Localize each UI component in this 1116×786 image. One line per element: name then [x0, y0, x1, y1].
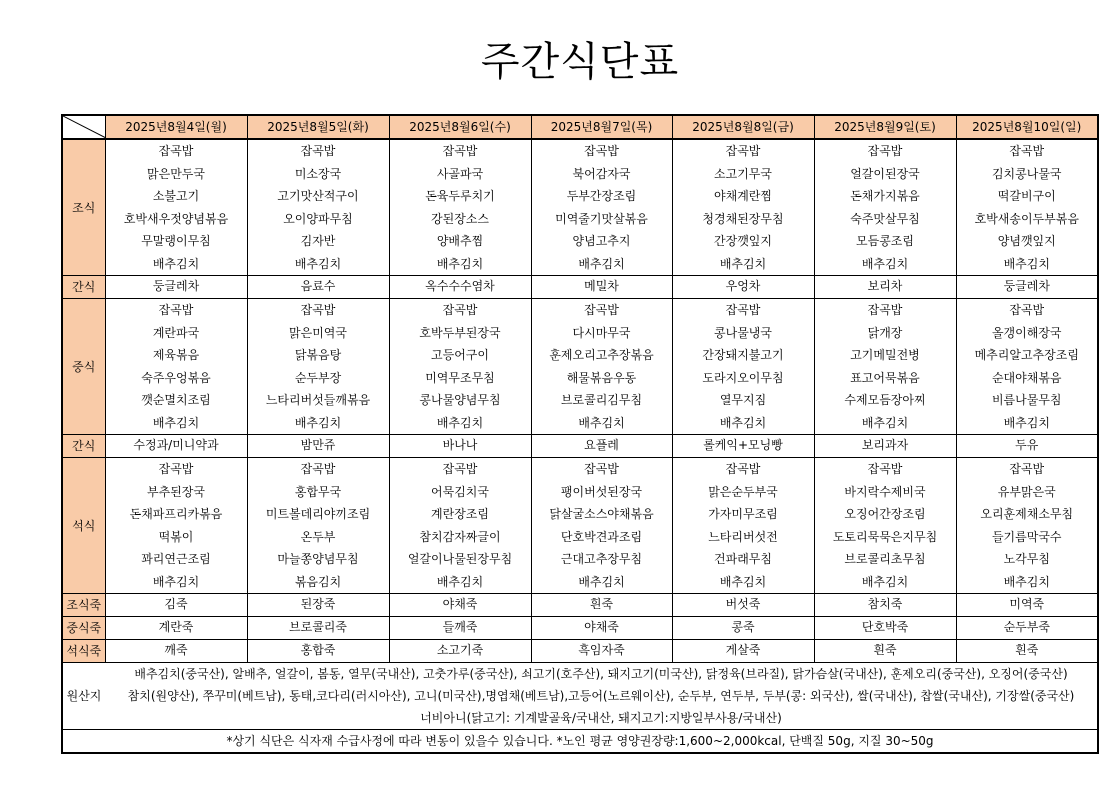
menu-item: 배추김치	[861, 415, 909, 430]
menu-item: 콩죽	[731, 620, 755, 634]
menu-item: 수제모듬장아찌	[844, 393, 926, 407]
menu-item: 잡곡밥	[158, 462, 194, 476]
menu-cell	[247, 594, 389, 617]
origin-line: 배추김치(중국산), 알배추, 얼갈이, 봄동, 열무(국내산), 고춧가루(중국산), 쇠고기(호주산), 돼지고기(미국산), 닭정육(브라질), 닭가슴살(국내산), 훈제오리(중국산), 오징어(중국산)	[134, 667, 1068, 681]
menu-item: 홍합죽	[300, 643, 336, 657]
menu-item: 밤만쥬	[300, 438, 336, 452]
menu-item: 들기름막국수	[991, 529, 1062, 544]
menu-item: 미역무조무침	[425, 370, 495, 385]
meal-label: 중식죽	[62, 617, 105, 640]
menu-item: 잡곡밥	[300, 144, 336, 158]
menu-cell	[247, 640, 389, 663]
menu-item: 비름나물무침	[991, 393, 1062, 407]
menu-cell	[956, 299, 1098, 435]
menu-item: 배추김치	[436, 574, 484, 589]
menu-item: 브로콜리죽	[289, 620, 347, 634]
menu-item: 야채죽	[584, 620, 619, 634]
menu-item: 배추김치	[294, 415, 342, 430]
menu-item: 떡갈비구이	[997, 189, 1056, 203]
menu-cell	[814, 617, 956, 640]
menu-item: 미소장국	[294, 166, 342, 181]
menu-cell	[814, 276, 956, 299]
menu-item: 양념깻잎지	[997, 234, 1056, 248]
menu-item: 버섯죽	[725, 597, 761, 611]
menu-cell	[814, 640, 956, 663]
menu-cell	[105, 435, 247, 458]
menu-item: 배추김치	[578, 574, 625, 589]
menu-cell	[247, 276, 389, 299]
meal-label: 석식	[62, 458, 105, 594]
menu-item: 배추김치	[436, 415, 484, 430]
menu-item: 배추김치	[152, 574, 200, 589]
menu-item: 두유	[1015, 438, 1039, 452]
menu-cell	[814, 458, 956, 594]
menu-item: 흰죽	[1015, 643, 1039, 657]
menu-item: 소고기무국	[714, 166, 772, 181]
menu-item: 단호박죽	[861, 620, 909, 634]
menu-item: 느타리버섯전	[708, 529, 778, 544]
menu-item: 미트볼데리야끼조림	[265, 507, 371, 521]
menu-item: 마늘쫑양념무침	[277, 552, 359, 566]
menu-item: 순두부죽	[1003, 620, 1050, 634]
menu-item: 브로콜리김무침	[560, 393, 643, 407]
menu-item: 양념고추지	[572, 234, 631, 248]
menu-item: 브로콜리초무침	[844, 552, 926, 566]
menu-cell	[531, 594, 672, 617]
menu-item: 훈제오리고추장볶음	[549, 348, 654, 362]
menu-cell	[389, 594, 531, 617]
weekly-menu-table	[61, 114, 1099, 754]
menu-cell	[956, 139, 1098, 276]
menu-item: 두부간장조림	[566, 189, 637, 203]
day-header: 2025년8월8일(금)	[672, 115, 814, 139]
menu-item: 배추김치	[152, 256, 200, 271]
menu-item: 부추된장국	[147, 484, 205, 499]
menu-item: 소불고기	[152, 189, 200, 203]
menu-item: 깨죽	[164, 643, 188, 657]
menu-item: 배추김치	[1003, 415, 1050, 430]
menu-cell	[389, 617, 531, 640]
menu-cell	[531, 640, 672, 663]
menu-cell	[672, 640, 814, 663]
menu-item: 잡곡밥	[442, 462, 478, 476]
meal-label: 석식죽	[62, 640, 105, 663]
page-title: 주간식단표	[480, 39, 680, 85]
menu-item: 맑은순두부국	[708, 484, 778, 499]
menu-item: 배추김치	[719, 574, 767, 589]
menu-item: 김자반	[300, 234, 336, 248]
menu-cell	[672, 458, 814, 594]
menu-cell	[531, 435, 672, 458]
menu-item: 고등어구이	[431, 348, 489, 362]
menu-item: 숙주우엉볶음	[141, 370, 211, 385]
menu-cell	[956, 435, 1098, 458]
menu-item: 흰죽	[589, 597, 614, 611]
menu-item: 표고어묵볶음	[850, 370, 920, 385]
menu-item: 계란장조림	[431, 507, 489, 521]
menu-item: 된장죽	[300, 597, 336, 611]
menu-cell	[247, 299, 389, 435]
diagonal-line	[63, 116, 105, 138]
menu-item: 잡곡밥	[300, 462, 336, 476]
day-header: 2025년8월7일(목)	[531, 115, 672, 139]
menu-item: 오징어간장조림	[844, 507, 926, 521]
menu-cell	[956, 276, 1098, 299]
menu-item: 얼갈이된장국	[850, 166, 920, 181]
meal-label: 간식	[62, 435, 105, 458]
menu-item: 북어감자국	[572, 166, 631, 181]
menu-cell	[672, 299, 814, 435]
menu-item: 옥수수수염차	[425, 279, 495, 293]
menu-item: 보리과자	[861, 438, 909, 452]
menu-item: 강된장소스	[431, 211, 489, 226]
menu-cell	[389, 139, 531, 276]
menu-item: 보리차	[867, 279, 903, 293]
menu-item: 잡곡밥	[1009, 144, 1045, 158]
menu-item: 배추김치	[1003, 574, 1050, 589]
menu-item: 오리훈제채소무침	[980, 507, 1074, 521]
menu-item: 깻순멸치조림	[141, 393, 211, 407]
menu-item: 간장깻잎지	[714, 234, 772, 248]
meal-label: 조식	[62, 139, 105, 276]
menu-cell	[247, 435, 389, 458]
menu-cell	[956, 594, 1098, 617]
menu-item: 해물볶음우동	[566, 370, 637, 385]
menu-item: 돈육두루치기	[425, 189, 495, 203]
menu-item: 유부맑은국	[997, 484, 1056, 499]
day-header: 2025년8월9일(토)	[814, 115, 956, 139]
menu-cell	[105, 299, 247, 435]
menu-item: 잡곡밥	[1009, 462, 1045, 476]
menu-item: 온두부	[300, 529, 336, 544]
menu-item: 배추김치	[719, 415, 767, 430]
menu-item: 잡곡밥	[158, 144, 194, 158]
menu-item: 모듬콩조림	[856, 234, 914, 248]
menu-item: 떡볶이	[158, 529, 194, 544]
menu-cell	[105, 640, 247, 663]
menu-item: 도라지오이무침	[702, 370, 784, 385]
menu-item: 야채계란찜	[714, 189, 772, 203]
menu-item: 청경채된장무침	[702, 211, 784, 226]
menu-cell	[105, 594, 247, 617]
menu-item: 사골파국	[436, 166, 484, 181]
menu-item: 김죽	[164, 597, 188, 611]
menu-item: 메밀차	[584, 279, 619, 293]
menu-item: 요플레	[584, 438, 619, 452]
meal-label: 중식	[62, 299, 105, 435]
menu-item: 호박두부된장국	[419, 325, 501, 340]
menu-item: 콩나물양념무침	[419, 393, 501, 407]
menu-cell	[672, 435, 814, 458]
menu-item: 순대야채볶음	[991, 370, 1062, 385]
menu-cell	[105, 139, 247, 276]
menu-item: 계란파국	[152, 325, 200, 340]
menu-item: 계란죽	[158, 620, 194, 634]
menu-item: 잡곡밥	[867, 144, 903, 158]
menu-cell	[672, 594, 814, 617]
menu-cell	[247, 617, 389, 640]
menu-cell	[389, 640, 531, 663]
menu-cell	[814, 139, 956, 276]
menu-item: 김치콩나물국	[991, 166, 1062, 181]
menu-cell	[531, 299, 672, 435]
menu-cell	[389, 299, 531, 435]
meal-label: 간식	[62, 276, 105, 299]
menu-item: 얼갈이나물된장무침	[407, 552, 513, 566]
menu-item: 느타리버섯들깨볶음	[265, 393, 371, 407]
menu-item: 단호박견과조림	[560, 529, 643, 544]
menu-item: 무말랭이무침	[141, 234, 211, 248]
meal-label: 조식죽	[62, 594, 105, 617]
menu-cell	[247, 458, 389, 594]
menu-item: 배추김치	[861, 574, 909, 589]
menu-item: 돈채파프리카볶음	[129, 507, 223, 521]
menu-item: 올갱이해장국	[991, 325, 1062, 340]
origin-line: 너비아니(닭고기: 기계발골육/국내산, 돼지고기:지방일부사용/국내산)	[420, 711, 782, 725]
menu-item: 다시마무국	[572, 325, 631, 340]
menu-item: 닭볶음탕	[294, 348, 342, 362]
menu-item: 홍합무국	[294, 484, 342, 499]
menu-item: 닭개장	[867, 325, 903, 340]
corner-cell	[62, 115, 105, 139]
menu-item: 소고기죽	[436, 643, 484, 657]
menu-item: 잡곡밥	[725, 462, 761, 476]
menu-cell	[389, 435, 531, 458]
menu-cell	[389, 458, 531, 594]
menu-cell	[814, 435, 956, 458]
menu-item: 참치감자짜글이	[419, 529, 501, 544]
menu-item: 배추김치	[436, 256, 484, 271]
menu-cell	[672, 276, 814, 299]
menu-item: 배추김치	[578, 415, 625, 430]
menu-cell	[531, 458, 672, 594]
menu-cell	[672, 139, 814, 276]
menu-item: 야채죽	[442, 597, 478, 611]
menu-item: 양배추찜	[436, 234, 484, 248]
menu-item: 흰죽	[873, 643, 897, 657]
menu-item: 잡곡밥	[725, 303, 761, 317]
menu-item: 들깨죽	[442, 620, 478, 634]
menu-item: 둥글레차	[152, 279, 200, 293]
menu-item: 고기메밀전병	[850, 348, 920, 362]
menu-item: 롤케익+모닝빵	[703, 438, 783, 452]
menu-item: 잡곡밥	[300, 303, 336, 317]
menu-item: 잡곡밥	[867, 462, 903, 476]
menu-item: 팽이버섯된장국	[560, 484, 643, 499]
menu-item: 수정과/미니약과	[133, 438, 219, 452]
menu-cell	[956, 458, 1098, 594]
menu-cell	[389, 276, 531, 299]
menu-cell	[672, 617, 814, 640]
origin-text	[105, 663, 1098, 730]
menu-cell	[531, 139, 672, 276]
menu-item: 바나나	[442, 438, 478, 452]
menu-item: 호박새송이두부볶음	[974, 211, 1079, 226]
menu-item: 볶음김치	[294, 574, 342, 589]
menu-item: 음료수	[300, 279, 336, 293]
menu-item: 잡곡밥	[584, 462, 619, 476]
menu-item: 건파래무침	[714, 552, 772, 566]
menu-item: 미역줄기맛살볶음	[555, 211, 648, 226]
menu-item: 바지락수제비국	[844, 484, 926, 499]
menu-item: 잡곡밥	[584, 144, 619, 158]
origin-line: 참치(원양산), 쭈꾸미(베트남), 동태,코다리(러시아산), 고니(미국산),명엽채(베트남),고등어(노르웨이산), 순두부, 연두부, 두부(콩: 외국산), 쌀(국내산), 찹쌀(국내산), 기장쌀(중국산)	[127, 689, 1075, 703]
day-header: 2025년8월4일(월)	[105, 115, 247, 139]
menu-item: 배추김치	[1003, 256, 1050, 271]
menu-item: 닭살굴소스야채볶음	[549, 507, 654, 521]
menu-item: 참치죽	[867, 597, 903, 611]
day-header: 2025년8월5일(화)	[247, 115, 389, 139]
menu-item: 근대고추장무침	[560, 552, 643, 566]
day-header: 2025년8월6일(수)	[389, 115, 531, 139]
menu-item: 순두부장	[294, 370, 342, 385]
menu-item: 배추김치	[294, 256, 342, 271]
menu-item: 열무지짐	[719, 393, 767, 407]
menu-item: 메추리알고추장조림	[974, 348, 1079, 362]
menu-item: 고기맛산적구이	[277, 189, 359, 203]
menu-cell	[105, 617, 247, 640]
menu-item: 잡곡밥	[867, 303, 903, 317]
menu-item: 간장돼지불고기	[702, 348, 784, 362]
menu-item: 잡곡밥	[584, 303, 619, 317]
menu-item: 맑은미역국	[289, 325, 347, 340]
menu-cell	[105, 458, 247, 594]
menu-item: 잡곡밥	[442, 303, 478, 317]
menu-item: 오이양파무침	[283, 211, 353, 226]
day-header: 2025년8월10일(일)	[956, 115, 1098, 139]
menu-cell	[531, 276, 672, 299]
menu-cell	[531, 617, 672, 640]
menu-cell	[956, 617, 1098, 640]
menu-item: 콩나물냉국	[714, 325, 772, 340]
menu-item: 잡곡밥	[1009, 303, 1045, 317]
footnote: *상기 식단은 식자재 수급사정에 따라 변동이 있을수 있습니다. *노인 평균 영양권장량:1,600~2,000kcal, 단백질 50g, 지질 30~50g	[62, 730, 1098, 754]
menu-item: 배추김치	[152, 415, 200, 430]
menu-item: 배추김치	[861, 256, 909, 271]
menu-item: 잡곡밥	[158, 303, 194, 317]
menu-cell	[814, 299, 956, 435]
origin-label: 원산지	[62, 663, 105, 730]
menu-item: 노각무침	[1003, 552, 1050, 566]
menu-item: 제육볶음	[152, 348, 200, 362]
menu-cell	[247, 139, 389, 276]
menu-item: 돈채가지볶음	[850, 189, 920, 203]
menu-item: 흑임자죽	[578, 643, 625, 657]
menu-item: 어묵김치국	[431, 484, 489, 499]
menu-cell	[956, 640, 1098, 663]
menu-item: 배추김치	[719, 256, 767, 271]
menu-cell	[105, 276, 247, 299]
menu-item: 도토리묵묵은지무침	[832, 529, 938, 544]
menu-item: 가자미무조림	[708, 507, 778, 521]
menu-item: 잡곡밥	[442, 144, 478, 158]
menu-item: 숙주맛살무침	[850, 211, 920, 226]
menu-item: 우엉차	[725, 279, 761, 293]
menu-item: 미역죽	[1009, 597, 1045, 611]
menu-cell	[814, 594, 956, 617]
menu-item: 맑은만두국	[147, 166, 205, 181]
menu-item: 잡곡밥	[725, 144, 761, 158]
menu-item: 꽈리연근조림	[141, 552, 211, 566]
menu-item: 호박새우젓양념볶음	[123, 211, 229, 226]
menu-item: 게살죽	[725, 643, 761, 657]
menu-item: 배추김치	[578, 256, 625, 271]
menu-item: 둥글레차	[1003, 279, 1050, 293]
